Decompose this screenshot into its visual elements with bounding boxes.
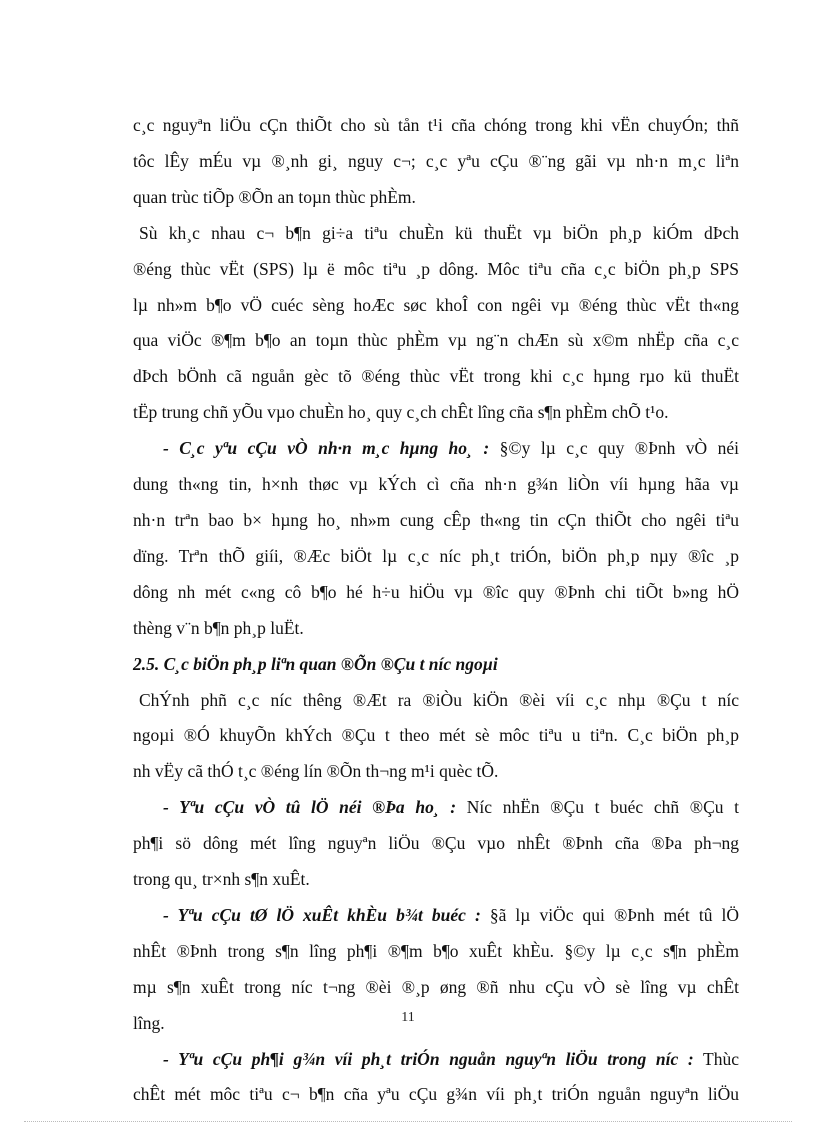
text-line: tôc lÊy mÉu vµ ®¸nh gi¸ nguy c¬; c¸c yªu cÇu ®¨ng gãi vµ nh·n m¸c liªn [133,150,739,171]
text-line: thèng v¨n b¶n ph¸p luËt. [133,617,304,638]
section-label: - Yªu cÇu tØ lÖ xuÊt khÈu b¾t buéc : [163,904,481,925]
section-label: - Yªu cÇu vÒ tû lÖ néi ®Þa ho¸ : [163,797,457,818]
text-line: qua viÖc ®¶m b¶o an toµn thùc phÈm vµ ng¨n chÆn sù x©m nhËp cña c¸c [133,330,739,351]
text-line [133,898,739,934]
text-line: nhÊt ®Þnh trong s¶n lîng ph¶i ®¶m b¶o xuÊt khÈu. §©y lµ c¸c s¶n phÈm [133,940,739,961]
page-body [133,108,739,1113]
text-line [133,790,739,826]
text-line: nh·n trªn bao b× hµng ho¸ nh»m cung cÊp th«ng tin cÇn thiÕt cho ngêi tiªu [133,509,739,530]
text-line: ®éng thùc vËt (SPS) lµ ë môc tiªu ¸p dông. Môc tiªu cña c¸c biÖn ph¸p SPS [133,258,739,279]
text-line: lîng. [133,1012,165,1033]
text-line: dÞch bÖnh cã nguån gèc tõ ®éng thùc vËt trong khi c¸c hµng rµo kü thuËt [133,366,739,387]
text-line: nh vËy cã thÓ t¸c ®éng lín ®Õn th¬ng m¹i quèc tÕ. [133,761,499,782]
text-line: dông nh mét c«ng cô b¶o hé h÷u hiÖu vµ ®îc quy ®Þnh chi tiÕt b»ng hÖ [133,581,739,602]
text-run: Thùc [703,1048,740,1069]
text-line: dung th«ng tin, h×nh thøc vµ kÝch cì cña nh·n g¾n liÒn víi hµng hãa vµ [133,474,739,495]
text-line: mµ s¶n xuÊt trong níc t¬ng ®èi ®¸p øng ®ñ nhu cÇu vÒ sè lîng vµ chÊt [133,976,739,997]
text-line: chÊt mét môc tiªu c¬ b¶n cña yªu cÇu g¾n víi ph¸t triÓn nguån nguyªn liÖu [133,1084,739,1105]
page-bottom-rule [24,1121,792,1122]
text-run: §ã lµ viÖc qui ®Þnh mét tû lÖ [489,904,740,925]
page-number: 11 [401,1010,415,1025]
section-heading: 2.5. C¸c biÖn ph¸p liªn quan ®Õn ®Çu t níc ngoµi [133,653,498,674]
text-line: tËp trung chñ yÕu vµo chuÈn ho¸ quy c¸ch chÊt lîng cña s¶n phÈm chÕ t¹o. [133,402,669,423]
section-label: - C¸c yªu cÇu vÒ nh·n m¸c hµng ho¸ : [163,438,490,459]
text-run: §©y lµ c¸c quy ®Þnh vÒ néi [499,438,740,459]
text-line: quan trùc tiÕp ®Õn an toµn thùc phÈm. [133,186,416,207]
text-line: trong qu¸ tr×nh s¶n xuÊt. [133,869,310,890]
text-run: Níc nhËn ®Çu t buéc chñ ®Çu t [466,797,739,818]
text-line [133,431,739,467]
text-line: ngoµi ®Ó khuyÕn khÝch ®Çu t theo mét sè môc tiªu u tiªn. C¸c biÖn ph¸p [133,725,739,746]
text-line: lµ nh»m b¶o vÖ cuéc sèng hoÆc søc khoÎ con ngêi vµ ®éng thùc vËt th«ng [133,294,739,315]
text-line: ChÝnh phñ c¸c níc thêng ®Æt ra ®iÒu kiÖn ®èi víi c¸c nhµ ®Çu t níc [139,689,739,710]
text-line: ph¶i sö dông mét lîng nguyªn liÖu ®Çu vµo nhÊt ®Þnh cña ®Þa ph¬ng [133,833,739,854]
text-line: c¸c nguyªn liÖu cÇn thiÕt cho sù tån t¹i cña chóng trong khi vËn chuyÓn; thñ [133,115,739,135]
text-line: dïng. Trªn thÕ giíi, ®Æc biÖt lµ c¸c níc ph¸t triÓn, biÖn ph¸p nµy ®îc ¸p [133,545,739,566]
text-line: Sù kh¸c nhau c¬ b¶n gi÷a tiªu chuÈn kü thuËt vµ biÖn ph¸p kiÓm dÞch [139,222,739,243]
text-line [133,1042,739,1078]
section-label: - Yªu cÇu ph¶i g¾n víi ph¸t triÓn nguån nguyªn liÖu trong níc : [163,1048,694,1069]
